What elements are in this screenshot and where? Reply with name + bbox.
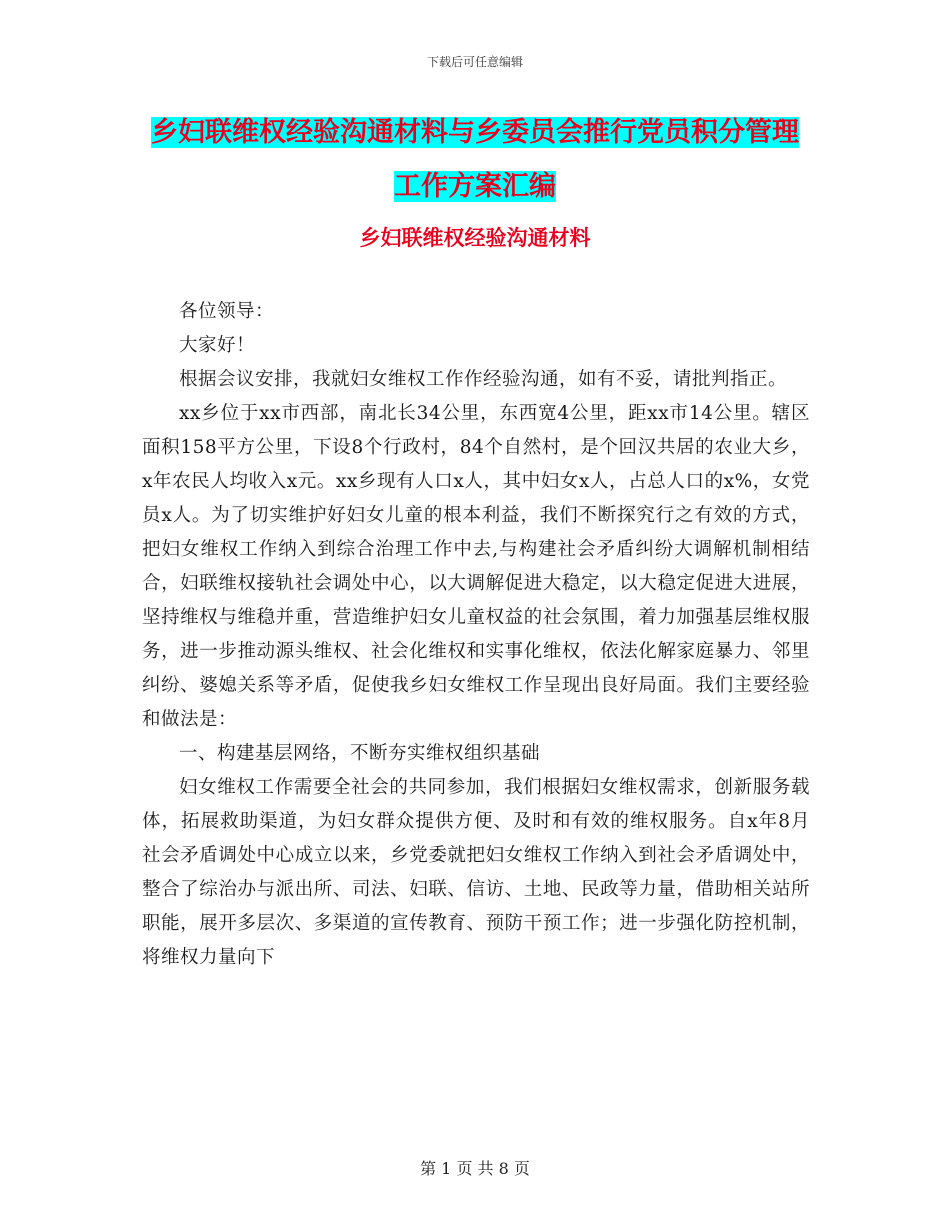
paragraph-overview: xx乡位于xx市西部，南北长34公里，东西宽4公里，距xx市14公里。辖区面积158平方公里，下设8个行政村，84个自然村，是个回汉共居的农业大乡，x年农民人均收入x元。xx乡现有人口x人，其中妇女x人，占总人口的x%，女党员x人。为了切实维护好妇女儿童的根本利益，我们不断探究行之有效的方式，把妇女维权工作纳入到综合治理工作中去,与构建社会矛盾纠纷大调解机制相结合，妇联维权接轨社会调处中心，以大调解促进大稳定，以大稳定促进大进展，坚持维权与维稳并重，营造维护妇女儿童权益的社会氛围，着力加强基层维权服务，进一步推动源头维权、社会化维权和实事化维权，依法化解家庭暴力、邻里纠纷、婆媳关系等矛盾，促使我乡妇女维权工作呈现出良好局面。我们主要经验和做法是： [142,403,810,730]
paragraph-greeting: 大家好！ [179,335,256,356]
document-title [140,106,810,214]
page-number: 第 1 页 共 8 页 [420,1159,530,1178]
section-title: 乡妇联维权经验沟通材料 [359,226,591,250]
paragraph-section-one: 妇女维权工作需要全社会的共同参加，我们根据妇女维权需求，创新服务载体，拓展救助渠道，为妇女群众提供方便、及时和有效的维权服务。自x年8月社会矛盾调处中心成立以来，乡党委就把妇女维权工作纳入到社会矛盾调处中，整合了综治办与派出所、司法、妇联、信访、土地、民政等力量，借助相关站所职能，展开多层次、多渠道的宣传教育、预防干预工作；进一步强化防控机制，将维权力量向下 [142,777,810,968]
document-body [142,295,810,975]
paragraph-salutation: 各位领导： [179,301,275,322]
paragraph-intro: 根据会议安排，我就妇女维权工作作经验沟通，如有不妥，请批判指正。 [179,369,788,390]
paragraph-heading-one: 一、构建基层网络，不断夯实维权组织基础 [179,743,541,764]
page-header-note: 下载后可任意编辑 [426,55,523,69]
document-title-text: 乡妇联维权经验沟通材料与乡委员会推行党员积分管理工作方案汇编 [151,117,799,202]
